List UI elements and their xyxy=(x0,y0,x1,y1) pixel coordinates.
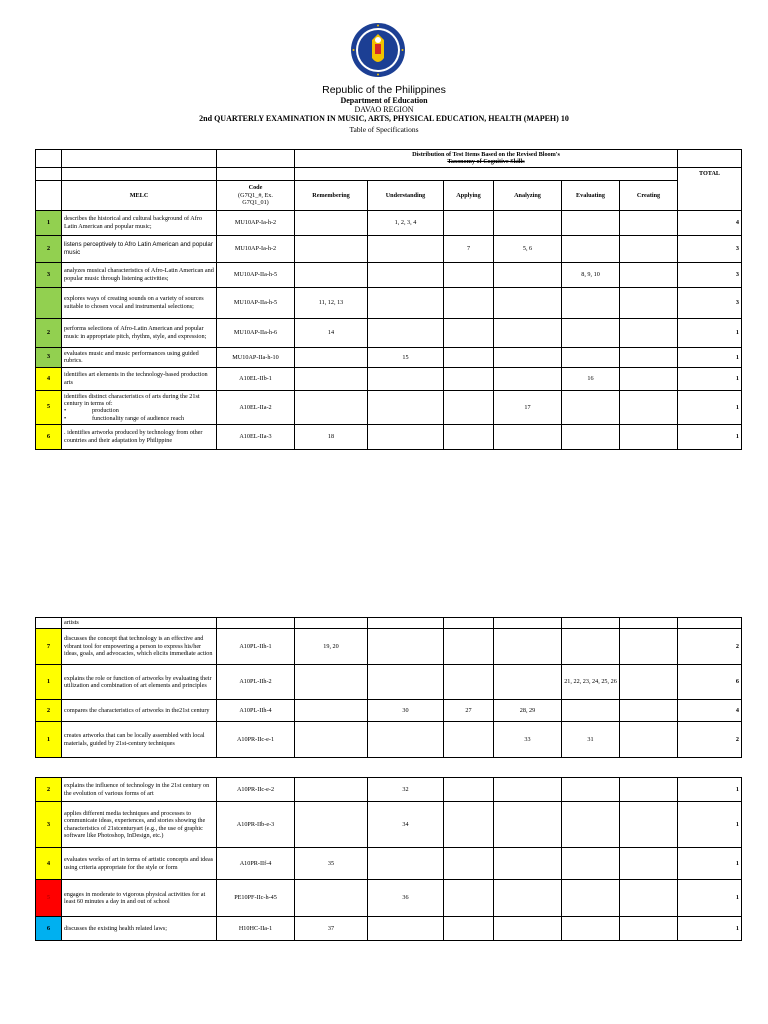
melc-cell: listens perceptively to Afro Latin American and popular music xyxy=(62,235,217,262)
item-number-cell: 4 xyxy=(36,848,62,880)
remembering-cell: 14 xyxy=(295,318,368,347)
code-cell: PE10PF-IIc-h-45 xyxy=(217,880,295,917)
table-row xyxy=(36,802,742,848)
understanding-cell xyxy=(368,629,444,665)
tos-table-part-3 xyxy=(35,777,742,941)
understanding-cell xyxy=(368,390,444,424)
code-cell: MU10AP-IIa-h-5 xyxy=(217,287,295,318)
analyzing-cell: 33 xyxy=(494,722,562,758)
creating-cell xyxy=(620,367,678,390)
table-row xyxy=(36,235,742,262)
analyzing-cell: 28, 29 xyxy=(494,700,562,722)
melc-cell: compares the characteristics of artworks in the21st century xyxy=(62,700,217,722)
remembering-cell: 35 xyxy=(295,848,368,880)
analyzing-cell: 5, 6 xyxy=(494,235,562,262)
analyzing-cell xyxy=(494,917,562,941)
understanding-cell xyxy=(368,917,444,941)
creating-cell xyxy=(620,700,678,722)
code-cell: A10PL-IIh-2 xyxy=(217,665,295,700)
creating-cell xyxy=(620,629,678,665)
evaluating-cell xyxy=(562,210,620,235)
analyzing-cell xyxy=(494,665,562,700)
table-row xyxy=(36,347,742,367)
remembering-cell xyxy=(295,347,368,367)
evaluating-cell: 21, 22, 23, 24, 25, 26 xyxy=(562,665,620,700)
item-number-cell: 6 xyxy=(36,917,62,941)
remembering-cell xyxy=(295,802,368,848)
applying-cell xyxy=(444,367,494,390)
item-number-cell: 3 xyxy=(36,262,62,287)
item-number-cell xyxy=(36,618,62,629)
applying-cell: 7 xyxy=(444,235,494,262)
evaluating-cell xyxy=(562,848,620,880)
remembering-cell xyxy=(295,618,368,629)
table-row xyxy=(36,722,742,758)
understanding-header: Understanding xyxy=(368,180,444,210)
code-cell xyxy=(217,618,295,629)
item-number-cell: 3 xyxy=(36,347,62,367)
remembering-cell: 19, 20 xyxy=(295,629,368,665)
analyzing-cell xyxy=(494,262,562,287)
understanding-cell: 30 xyxy=(368,700,444,722)
melc-cell: identifies distinct characteristics of arts during the 21st century in terms of: • production • functionality range of audience reach xyxy=(62,390,217,424)
table-row xyxy=(36,618,742,629)
understanding-cell xyxy=(368,424,444,449)
applying-cell xyxy=(444,629,494,665)
applying-cell xyxy=(444,665,494,700)
evaluating-cell xyxy=(562,318,620,347)
understanding-cell xyxy=(368,287,444,318)
analyzing-cell xyxy=(494,367,562,390)
evaluating-cell xyxy=(562,618,620,629)
evaluating-cell: 16 xyxy=(562,367,620,390)
analyzing-header: Analyzing xyxy=(494,180,562,210)
total-cell: 3 xyxy=(678,235,742,262)
item-number-cell: 7 xyxy=(36,629,62,665)
melc-cell: engages in moderate to vigorous physical activities for at least 60 minutes a day in and out of school xyxy=(62,880,217,917)
total-cell: 3 xyxy=(678,287,742,318)
melc-cell: explores ways of creating sounds on a variety of sources suitable to chosen vocal and instrumental selections; xyxy=(62,287,217,318)
melc-cell: describes the historical and cultural background of Afro Latin American and popular music; xyxy=(62,210,217,235)
region-heading: DAVAO REGION xyxy=(354,105,414,114)
table-row xyxy=(36,287,742,318)
creating-cell xyxy=(620,665,678,700)
understanding-cell: 1, 2, 3, 4 xyxy=(368,210,444,235)
analyzing-cell xyxy=(494,618,562,629)
table-row xyxy=(36,778,742,802)
item-number-cell: 2 xyxy=(36,700,62,722)
applying-cell xyxy=(444,390,494,424)
item-number-cell: 6 xyxy=(36,424,62,449)
evaluating-cell xyxy=(562,629,620,665)
total-cell: 1 xyxy=(678,318,742,347)
total-header: TOTAL xyxy=(678,167,742,210)
creating-cell xyxy=(620,235,678,262)
creating-cell xyxy=(620,347,678,367)
tos-table-part-2 xyxy=(35,617,742,758)
creating-cell xyxy=(620,318,678,347)
code-cell: MU10AP-Ia-h-2 xyxy=(217,235,295,262)
melc-cell: artists xyxy=(62,618,217,629)
table-row xyxy=(36,318,742,347)
melc-cell: identifies art elements in the technology-based production arts xyxy=(62,367,217,390)
analyzing-cell xyxy=(494,629,562,665)
creating-cell xyxy=(620,722,678,758)
understanding-cell xyxy=(368,318,444,347)
applying-cell xyxy=(444,424,494,449)
total-cell: 2 xyxy=(678,722,742,758)
applying-cell xyxy=(444,347,494,367)
applying-cell: 27 xyxy=(444,700,494,722)
item-number-cell: 2 xyxy=(36,778,62,802)
remembering-cell xyxy=(295,880,368,917)
creating-cell xyxy=(620,848,678,880)
item-number-cell: 1 xyxy=(36,665,62,700)
understanding-cell xyxy=(368,367,444,390)
applying-cell xyxy=(444,318,494,347)
code-cell: H10HC-IIa-1 xyxy=(217,917,295,941)
analyzing-cell xyxy=(494,287,562,318)
table-row xyxy=(36,390,742,424)
melc-cell: evaluates works of art in terms of artistic concepts and ideas using criteria appropriate for the style or form xyxy=(62,848,217,880)
item-number-cell: 3 xyxy=(36,802,62,848)
total-cell: 1 xyxy=(678,778,742,802)
table-row xyxy=(36,700,742,722)
analyzing-cell xyxy=(494,424,562,449)
total-cell: 4 xyxy=(678,700,742,722)
remembering-cell xyxy=(295,700,368,722)
applying-cell xyxy=(444,880,494,917)
remembering-cell xyxy=(295,722,368,758)
code-cell: A10EL-IIa-3 xyxy=(217,424,295,449)
remembering-cell xyxy=(295,235,368,262)
table-row xyxy=(36,262,742,287)
item-number-cell: 2 xyxy=(36,235,62,262)
melc-cell: . identifies artworks produced by technology from other countries and their adaptation by Philippine xyxy=(62,424,217,449)
total-cell: 4 xyxy=(678,210,742,235)
applying-cell xyxy=(444,722,494,758)
total-cell: 3 xyxy=(678,262,742,287)
deped-seal-logo xyxy=(350,22,406,78)
understanding-cell: 36 xyxy=(368,880,444,917)
total-cell: 6 xyxy=(678,665,742,700)
remembering-cell xyxy=(295,665,368,700)
total-cell xyxy=(678,618,742,629)
department-heading: Department of Education xyxy=(340,96,428,105)
remembering-cell xyxy=(295,390,368,424)
melc-cell: explains the role or function of artworks by evaluating their utilization and combination of art elements and principles xyxy=(62,665,217,700)
code-header: Code (G7Q1_#, Ex. G7Q1_01) xyxy=(217,180,295,210)
creating-cell xyxy=(620,880,678,917)
applying-cell xyxy=(444,618,494,629)
creating-cell xyxy=(620,802,678,848)
evaluating-cell xyxy=(562,700,620,722)
analyzing-cell: 17 xyxy=(494,390,562,424)
remembering-cell xyxy=(295,210,368,235)
melc-cell: discusses the existing health related laws; xyxy=(62,917,217,941)
evaluating-cell xyxy=(562,802,620,848)
table-row xyxy=(36,917,742,941)
understanding-cell xyxy=(368,665,444,700)
melc-cell: applies different media techniques and processes to communicate ideas, experiences, and stories showing the characteristics of 21stcenturyart (e.g., the use of graphic software like Photoshop, InDesign, etc.) xyxy=(62,802,217,848)
melc-cell: analyzes musical characteristics of Afro-Latin American and popular music through listening activities; xyxy=(62,262,217,287)
total-cell: 1 xyxy=(678,917,742,941)
remembering-cell xyxy=(295,262,368,287)
melc-bullet: • functionality range of audience reach xyxy=(92,415,214,422)
remembering-cell xyxy=(295,367,368,390)
total-cell: 1 xyxy=(678,347,742,367)
code-cell: MU10AP-IIa-h-10 xyxy=(217,347,295,367)
item-number-cell: 5 xyxy=(36,880,62,917)
applying-cell xyxy=(444,210,494,235)
understanding-cell xyxy=(368,848,444,880)
analyzing-cell xyxy=(494,318,562,347)
understanding-cell: 34 xyxy=(368,802,444,848)
republic-heading: Republic of the Philippines xyxy=(322,84,446,96)
applying-cell xyxy=(444,917,494,941)
melc-bullet: • production xyxy=(92,407,214,414)
table-row xyxy=(36,665,742,700)
total-cell: 1 xyxy=(678,880,742,917)
understanding-cell xyxy=(368,235,444,262)
code-cell: A10PR-IIb-e-3 xyxy=(217,802,295,848)
code-cell: A10EL-IIb-1 xyxy=(217,367,295,390)
exam-title: 2nd QUARTERLY EXAMINATION IN MUSIC, ARTS, PHYSICAL EDUCATION, HEALTH (MAPEH) 10 xyxy=(199,114,569,123)
understanding-cell xyxy=(368,722,444,758)
applying-cell xyxy=(444,262,494,287)
evaluating-cell xyxy=(562,347,620,367)
understanding-cell xyxy=(368,262,444,287)
applying-header: Applying xyxy=(444,180,494,210)
analyzing-cell xyxy=(494,210,562,235)
code-cell: MU10AP-IIa-h-6 xyxy=(217,318,295,347)
evaluating-cell: 31 xyxy=(562,722,620,758)
code-cell: MU10AP-Ia-h-2 xyxy=(217,210,295,235)
item-number-cell: 2 xyxy=(36,318,62,347)
melc-bullet-list xyxy=(64,407,214,422)
creating-header: Creating xyxy=(620,180,678,210)
table-row xyxy=(36,210,742,235)
evaluating-cell xyxy=(562,287,620,318)
table-row xyxy=(36,367,742,390)
analyzing-cell xyxy=(494,802,562,848)
total-cell: 1 xyxy=(678,802,742,848)
total-cell: 1 xyxy=(678,367,742,390)
code-cell: A10PR-IIc-e-1 xyxy=(217,722,295,758)
applying-cell xyxy=(444,848,494,880)
code-cell: A10PR-IIf-4 xyxy=(217,848,295,880)
code-cell: A10EL-IIa-2 xyxy=(217,390,295,424)
creating-cell xyxy=(620,210,678,235)
table-row xyxy=(36,629,742,665)
analyzing-cell xyxy=(494,778,562,802)
melc-header: MELC xyxy=(62,180,217,210)
evaluating-cell xyxy=(562,917,620,941)
item-number-cell: 5 xyxy=(36,390,62,424)
evaluating-cell xyxy=(562,880,620,917)
table-row xyxy=(36,880,742,917)
understanding-cell: 15 xyxy=(368,347,444,367)
evaluating-cell xyxy=(562,778,620,802)
remembering-cell: 11, 12, 13 xyxy=(295,287,368,318)
distribution-header: Distribution of Test Items Based on the Revised Bloom's Taxonomy of Cognitive Skills xyxy=(295,150,678,168)
evaluating-header: Evaluating xyxy=(562,180,620,210)
analyzing-cell xyxy=(494,880,562,917)
understanding-cell: 32 xyxy=(368,778,444,802)
creating-cell xyxy=(620,778,678,802)
tos-table-part-1 xyxy=(35,149,742,450)
table-row xyxy=(36,424,742,449)
melc-cell: performs selections of Afro-Latin American and popular music in appropriate pitch, rhythm, style, and expression; xyxy=(62,318,217,347)
applying-cell xyxy=(444,287,494,318)
evaluating-cell xyxy=(562,390,620,424)
creating-cell xyxy=(620,262,678,287)
remembering-cell: 18 xyxy=(295,424,368,449)
melc-cell: creates artworks that can be locally assembled with local materials, guided by 21st-century techniques xyxy=(62,722,217,758)
remembering-cell: 37 xyxy=(295,917,368,941)
creating-cell xyxy=(620,917,678,941)
item-number-cell: 1 xyxy=(36,210,62,235)
code-cell: MU10AP-IIa-h-5 xyxy=(217,262,295,287)
total-cell: 1 xyxy=(678,390,742,424)
item-number-cell: 1 xyxy=(36,722,62,758)
applying-cell xyxy=(444,778,494,802)
applying-cell xyxy=(444,802,494,848)
melc-cell: discusses the concept that technology is an effective and vibrant tool for empowering a person to express his/her ideas, goals, and advocacies, which elicits immediate action xyxy=(62,629,217,665)
code-cell: A10PL-IIh-4 xyxy=(217,700,295,722)
total-cell: 1 xyxy=(678,424,742,449)
code-cell: A10PR-IIc-e-2 xyxy=(217,778,295,802)
tos-subtitle: Table of Specifications xyxy=(349,125,419,134)
code-cell: A10PL-IIh-1 xyxy=(217,629,295,665)
table-row xyxy=(36,848,742,880)
item-number-cell: 4 xyxy=(36,367,62,390)
melc-cell: explains the influence of technology in the 21st century on the evolution of various forms of art xyxy=(62,778,217,802)
evaluating-cell xyxy=(562,424,620,449)
analyzing-cell xyxy=(494,848,562,880)
melc-cell: evaluates music and music performances using guided rubrics. xyxy=(62,347,217,367)
analyzing-cell xyxy=(494,347,562,367)
creating-cell xyxy=(620,424,678,449)
creating-cell xyxy=(620,287,678,318)
remembering-header: Remembering xyxy=(295,180,368,210)
total-cell: 2 xyxy=(678,629,742,665)
understanding-cell xyxy=(368,618,444,629)
remembering-cell xyxy=(295,778,368,802)
evaluating-cell: 8, 9, 10 xyxy=(562,262,620,287)
evaluating-cell xyxy=(562,235,620,262)
item-number-cell xyxy=(36,287,62,318)
creating-cell xyxy=(620,618,678,629)
creating-cell xyxy=(620,390,678,424)
total-cell: 1 xyxy=(678,848,742,880)
